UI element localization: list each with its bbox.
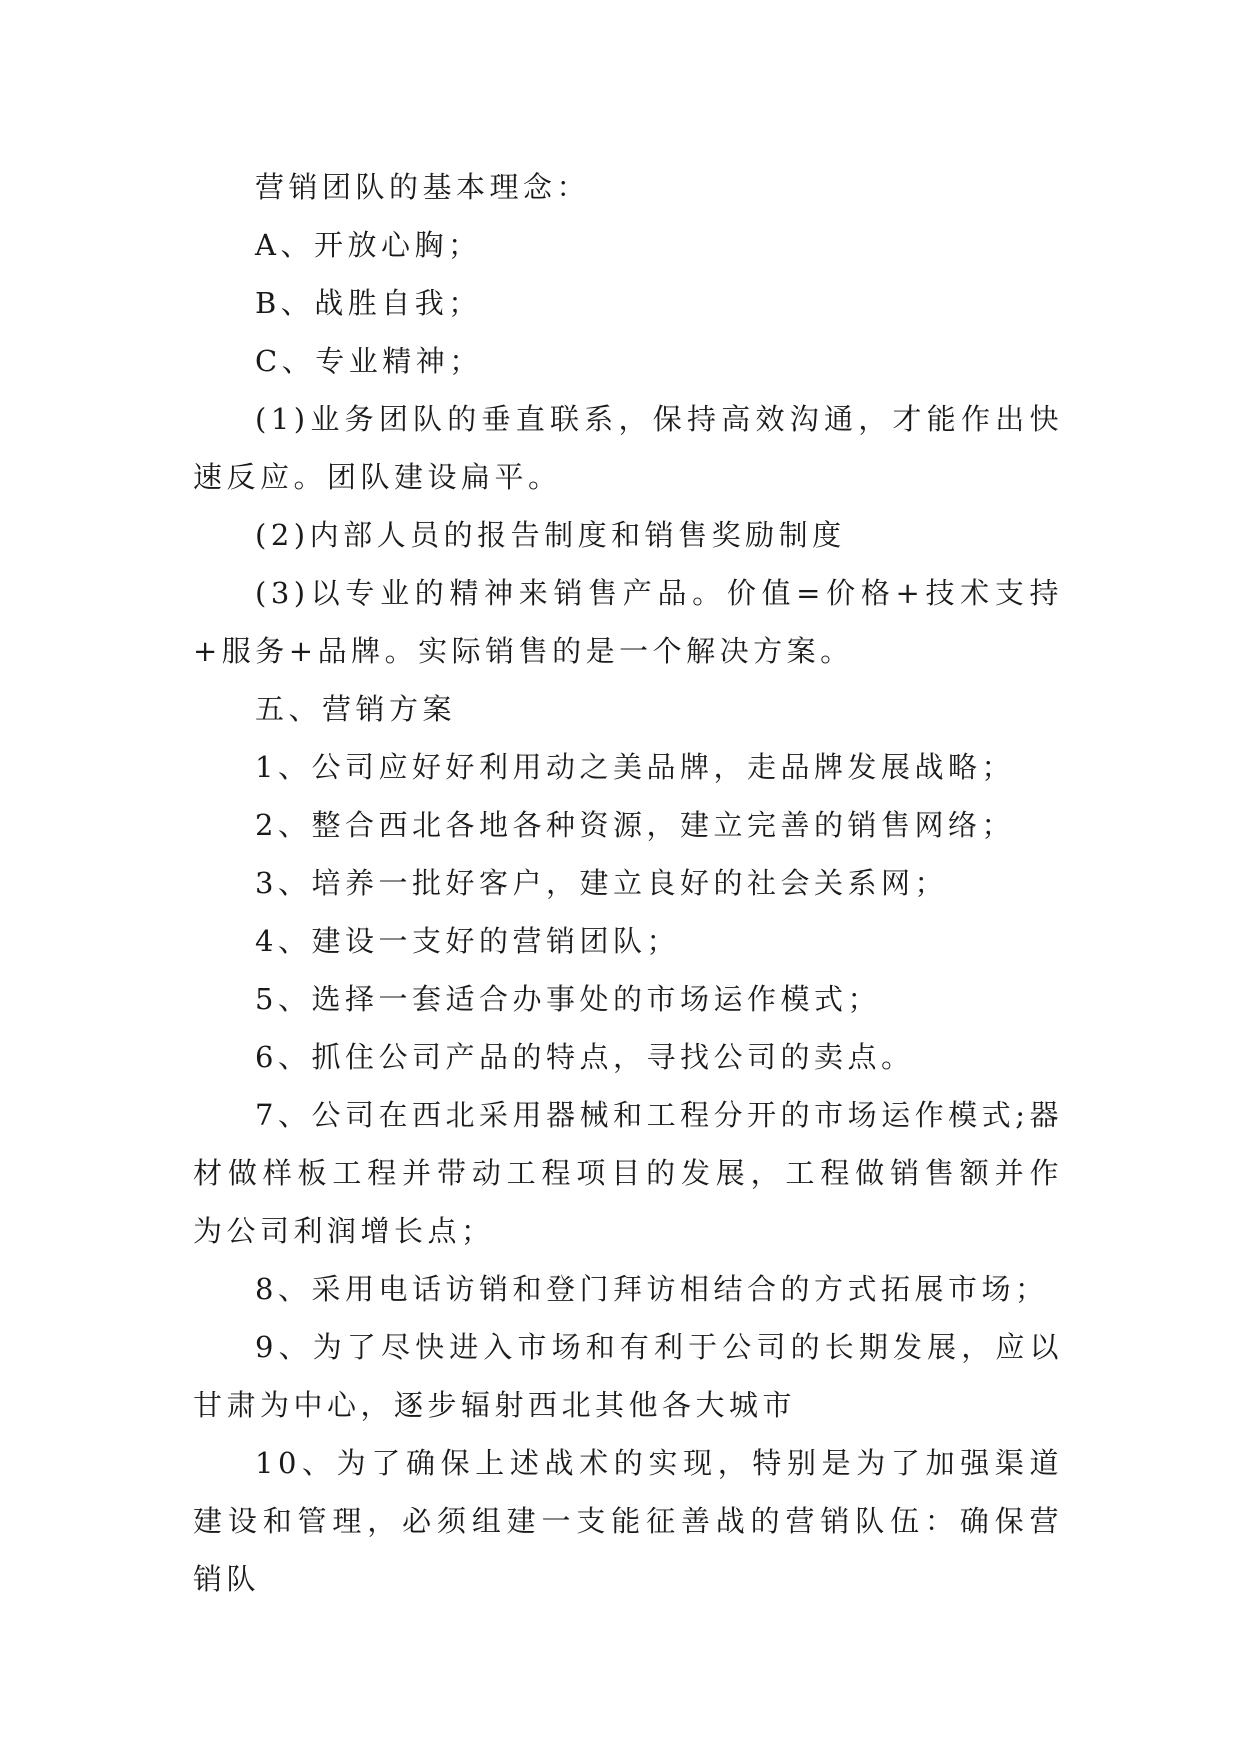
list-item: 3、培养一批好客户，建立良好的社会关系网； [255, 866, 948, 900]
paragraph-item-b: B、战胜自我； [255, 286, 482, 320]
paragraph-point-2: (2)内部人员的报告制度和销售奖励制度 [255, 518, 846, 552]
paragraph-team-philosophy-heading: 营销团队的基本理念： [255, 170, 591, 204]
list-item: 2、整合西北各地各种资源，建立完善的销售网络； [255, 808, 1015, 842]
list-item: 1、公司应好好利用动之美品牌，走品牌发展战略； [255, 750, 1015, 784]
paragraph-item-a: A、开放心胸； [255, 228, 482, 262]
list-item: 4、建设一支好的营销团队； [255, 924, 680, 958]
section-heading-marketing-plan: 五、营销方案 [255, 692, 457, 726]
paragraph-item-c: C、专业精神； [255, 344, 483, 378]
paragraph-point-3: (3)以专业的精神来销售产品。价值=价格+技术支持+服务+品牌。实际销售的是一个解决方案。 [193, 576, 1063, 668]
list-item: 7、公司在西北采用器械和工程分开的市场运作模式;器材做样板工程并带动工程项目的发展，工程做销售额并作为公司利润增长点； [193, 1098, 1063, 1248]
list-item: 10、为了确保上述战术的实现，特别是为了加强渠道建设和管理，必须组建一支能征善战的营销队伍：确保营销队 [193, 1446, 1063, 1596]
list-item: 8、采用电话访销和登门拜访相结合的方式拓展市场； [255, 1272, 1049, 1306]
list-item: 9、为了尽快进入市场和有利于公司的长期发展，应以甘肃为中心，逐步辐射西北其他各大城市 [193, 1330, 1063, 1422]
document-body [193, 158, 1063, 1608]
list-item: 6、抓住公司产品的特点，寻找公司的卖点。 [255, 1040, 915, 1074]
list-item: 5、选择一套适合办事处的市场运作模式； [255, 982, 881, 1016]
paragraph-point-1: (1)业务团队的垂直联系，保持高效沟通，才能作出快速反应。团队建设扁平。 [193, 402, 1063, 494]
